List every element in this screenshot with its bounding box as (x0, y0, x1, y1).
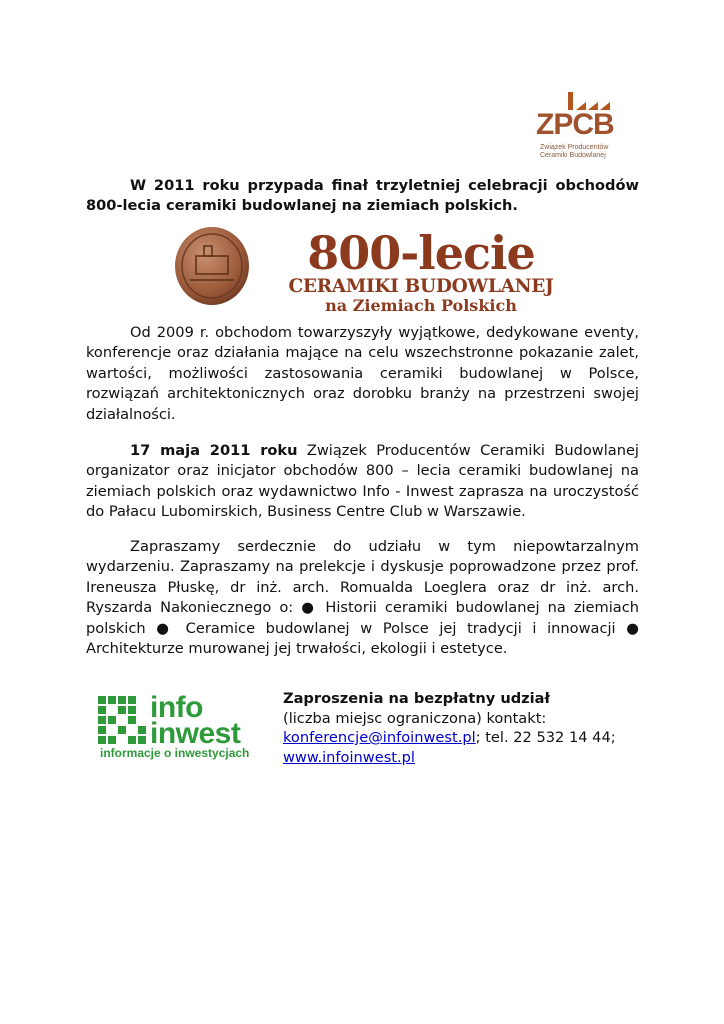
paragraph-program-text: Zapraszamy serdecznie do udziału w tym niepowtarzalnym wydarzeniu. Zapraszamy na prelekcje i dyskusje poprowadzone przez prof. Ireneusza Płuskę, dr inż. arch. Romualda Loeglera oraz dr inż. arch. Ryszarda Nakoniecznego o: ● Historii ceramiki budowlanej na ziemiach polskich ● Ceramice budowlanej w Polsce jej tradycji i innowacji ● Architekturze murowanej jej trwałości, ekologii i estetyce. (86, 538, 639, 658)
email-link[interactable]: konferencje@infoinwest.pl (283, 729, 476, 746)
website-link[interactable]: www.infoinwest.pl (283, 748, 415, 766)
zpcb-logo (530, 92, 626, 170)
event-date: 17 maja 2011 roku (130, 442, 298, 459)
banner-title: 800-lecie (307, 226, 535, 280)
paragraph-events-text: Od 2009 r. obchodom towarzyszyły wyjątkowe, dedykowane eventy, konferencje oraz działania mające na celu wszechstronne pokazanie zalet, wartości, możliwości zastosowania ceramiki budowlanej w Polsce, rozwiązań architektonicznych oraz dorobku branży na przestrzeni swojej działalności. (86, 324, 639, 423)
info-inwest-logo (96, 692, 266, 770)
zpcb-subtitle (540, 144, 608, 160)
logo-word-info: info (150, 691, 203, 724)
zpcb-subtitle-line2: Ceramiki Budowlanej (540, 152, 606, 159)
intro-line2: 800-lecia ceramiki budowlanej na ziemiach polskich. (86, 197, 518, 215)
paragraph-invitation-text: Związek Producentów Ceramiki Budowlanej organizator oraz inicjator obchodów 800 – lecia ceramiki budowlanej na ziemiach polskich oraz wydawnictwo Info - Inwest zaprasza na uroczystość do Pałacu Lubomirskich, Business Centre Club w Warszawie. (86, 442, 639, 521)
logo-tagline: informacje o inwestycjach (100, 746, 250, 760)
medal-icon (174, 226, 250, 306)
grid-pixel-icon (98, 696, 146, 744)
phone-text: ; tel. 22 532 14 44; (475, 729, 616, 746)
intro-line1: W 2011 roku przypada finał trzyletniej celebracji obchodów (130, 177, 639, 194)
paragraph-program (86, 537, 639, 659)
paragraph-events (86, 323, 639, 425)
contact-note: (liczba miejsc ograniczona) kontakt: (283, 709, 547, 727)
paragraph-invitation (86, 441, 639, 523)
contact-block (283, 689, 643, 767)
banner-tagline: na Ziemiach Polskich (325, 296, 517, 315)
contact-heading: Zaproszenia na bezpłatny udział (283, 690, 550, 707)
anniversary-banner (276, 226, 566, 315)
zpcb-letters: ZPCB (536, 108, 614, 141)
zpcb-subtitle-line1: Związek Producentów (540, 144, 609, 151)
logo-word-inwest: inwest (150, 717, 241, 750)
banner-subtitle: CERAMIKI BUDOWLANEJ (288, 276, 554, 297)
intro-paragraph (86, 176, 639, 217)
